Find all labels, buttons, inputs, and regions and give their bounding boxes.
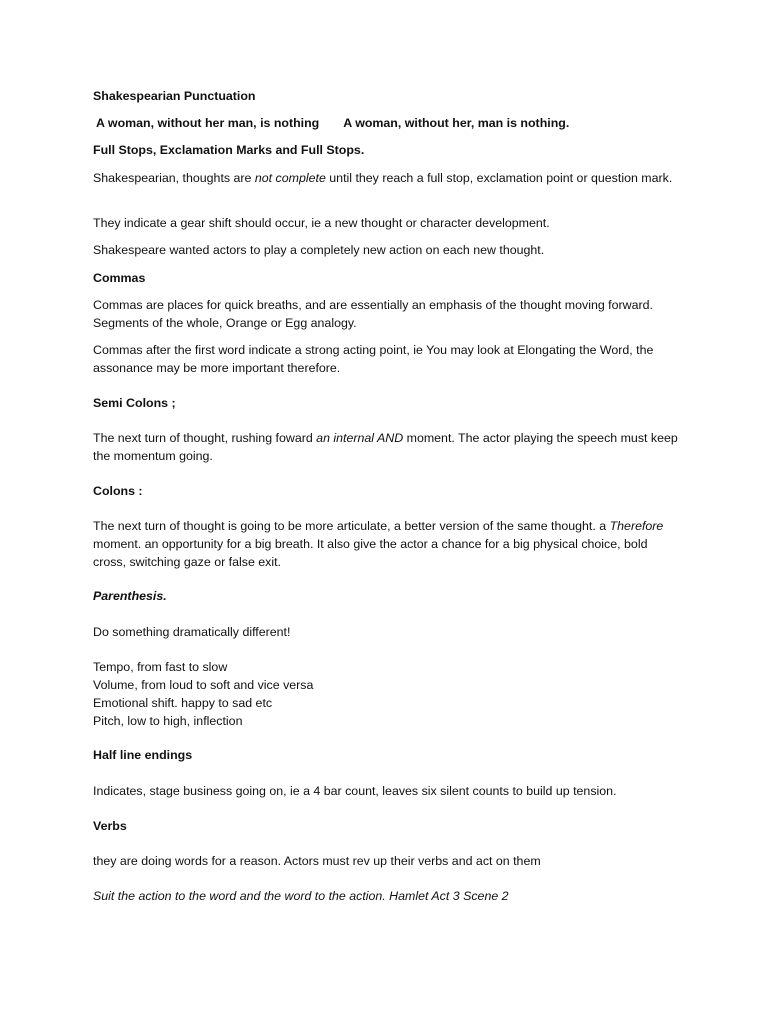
emphasis: Therefore xyxy=(609,519,664,533)
text-run: The next turn of thought, rushing foward xyxy=(93,431,317,445)
colons-heading: Colons : xyxy=(93,484,143,498)
semi-colons-heading: Semi Colons ; xyxy=(93,396,176,410)
list-item: Tempo, from fast to slow xyxy=(93,660,228,674)
commas-paragraph-1: Commas are places for quick breaths, and are essentially an emphasis of the thought moving forward. Segments of the whole, Orange or Egg analogy. xyxy=(93,298,653,330)
list-item: Emotional shift. happy to sad etc xyxy=(93,696,273,710)
semi-colons-paragraph xyxy=(93,429,683,465)
text-run: moment. an opportunity for a big breath. It also give the actor a chance for a big physical choice, bold cross, switching gaze or false exit. xyxy=(93,537,648,569)
list-item: Pitch, low to high, inflection xyxy=(93,714,243,728)
verbs-paragraph: they are doing words for a reason. Actors must rev up their verbs and act on them xyxy=(93,854,541,868)
punctuation-example xyxy=(93,114,683,132)
hamlet-quote: Suit the action to the word and the word to the action. Hamlet Act 3 Scene 2 xyxy=(93,889,509,903)
example-left: A woman, without her man, is nothing xyxy=(96,116,320,130)
text-run: Shakespearian, thoughts are xyxy=(93,171,255,185)
half-line-paragraph: Indicates, stage business going on, ie a 4 bar count, leaves six silent counts to build up tension. xyxy=(93,784,617,798)
list-item: Volume, from loud to soft and vice versa xyxy=(93,678,314,692)
commas-heading: Commas xyxy=(93,271,146,285)
emphasis: not complete xyxy=(254,171,326,185)
full-stops-paragraph-2: They indicate a gear shift should occur, ie a new thought or character development. xyxy=(93,216,550,230)
text-run: The next turn of thought is going to be more articulate, a better version of the same thought. a xyxy=(93,519,610,533)
full-stops-paragraph-1 xyxy=(93,169,683,187)
text-run: moment. The actor playing the speech must keep the momentum going. xyxy=(93,431,678,463)
example-right: A woman, without her, man is nothing. xyxy=(343,116,570,130)
full-stops-heading: Full Stops, Exclamation Marks and Full Stops. xyxy=(93,143,365,157)
parenthesis-paragraph: Do something dramatically different! xyxy=(93,625,291,639)
emphasis: an internal AND xyxy=(316,431,404,445)
parenthesis-heading: Parenthesis. xyxy=(93,589,167,603)
parenthesis-list xyxy=(93,658,683,730)
full-stops-paragraph-3: Shakespeare wanted actors to play a completely new action on each new thought. xyxy=(93,243,545,257)
commas-paragraph-2: Commas after the first word indicate a strong acting point, ie You may look at Elongating the Word, the assonance may be more important therefore. xyxy=(93,343,654,375)
half-line-heading: Half line endings xyxy=(93,748,193,762)
page-title: Shakespearian Punctuation xyxy=(93,89,256,103)
text-run: until they reach a full stop, exclamation point or question mark. xyxy=(325,171,673,185)
colons-paragraph xyxy=(93,517,683,571)
verbs-heading: Verbs xyxy=(93,819,127,833)
